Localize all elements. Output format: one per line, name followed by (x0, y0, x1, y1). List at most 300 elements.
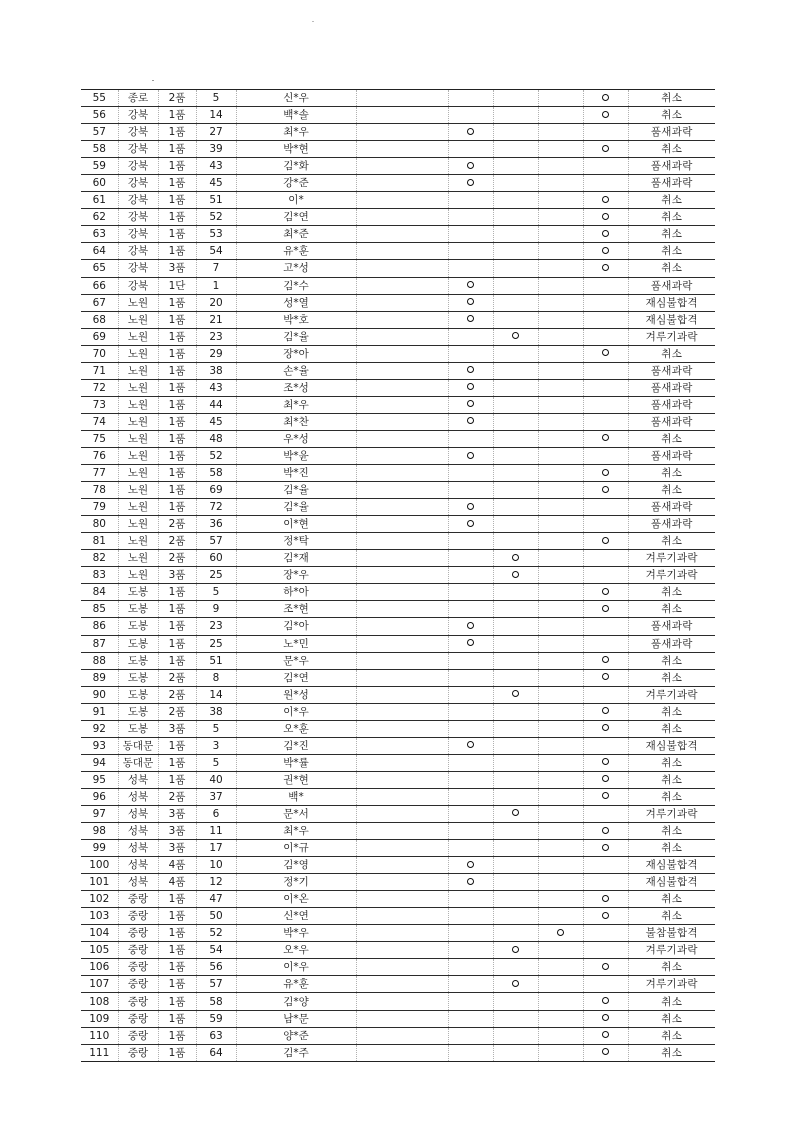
region-cell: 노원 (118, 550, 158, 567)
region-cell: 강북 (118, 158, 158, 175)
grade-cell: 1품 (158, 584, 196, 601)
circle-mark-icon (557, 929, 564, 936)
exam-number-cell: 25 (196, 635, 236, 652)
region-cell: 노원 (118, 413, 158, 430)
mark-column-0 (356, 840, 448, 857)
exam-number-cell: 69 (196, 482, 236, 499)
row-number: 85 (81, 601, 118, 618)
result-cell: 취소 (628, 703, 715, 720)
mark-column-3 (538, 1010, 583, 1027)
mark-column-0 (356, 823, 448, 840)
grade-cell: 3품 (158, 823, 196, 840)
row-number: 90 (81, 686, 118, 703)
name-cell: 신*연 (236, 908, 356, 925)
row-number: 64 (81, 243, 118, 260)
name-cell: 김*연 (236, 209, 356, 226)
mark-column-4 (583, 686, 628, 703)
mark-column-4 (583, 396, 628, 413)
mark-column-0 (356, 788, 448, 805)
table-row (81, 311, 715, 328)
grade-cell: 1품 (158, 209, 196, 226)
mark-column-4 (583, 703, 628, 720)
table-row (81, 499, 715, 516)
mark-column-4 (583, 311, 628, 328)
result-cell: 품새과락 (628, 379, 715, 396)
name-cell: 유*훈 (236, 976, 356, 993)
grade-cell: 1품 (158, 158, 196, 175)
table-row (81, 243, 715, 260)
name-cell: 손*율 (236, 362, 356, 379)
mark-column-1 (448, 703, 493, 720)
name-cell: 박*우 (236, 925, 356, 942)
name-cell: 최*찬 (236, 413, 356, 430)
exam-number-cell: 23 (196, 328, 236, 345)
circle-mark-icon (602, 486, 609, 493)
region-cell: 중랑 (118, 959, 158, 976)
mark-column-1 (448, 635, 493, 652)
mark-column-0 (356, 499, 448, 516)
row-number: 106 (81, 959, 118, 976)
mark-column-1 (448, 840, 493, 857)
mark-column-1 (448, 669, 493, 686)
mark-column-0 (356, 209, 448, 226)
row-number: 101 (81, 874, 118, 891)
mark-column-4 (583, 447, 628, 464)
mark-column-2 (493, 959, 538, 976)
grade-cell: 4품 (158, 874, 196, 891)
row-number: 60 (81, 175, 118, 192)
table-row (81, 771, 715, 788)
mark-column-4 (583, 669, 628, 686)
table-row (81, 141, 715, 158)
result-cell: 취소 (628, 584, 715, 601)
table-row (81, 107, 715, 124)
region-cell: 성북 (118, 805, 158, 822)
table-row (81, 328, 715, 345)
region-cell: 노원 (118, 465, 158, 482)
region-cell: 노원 (118, 345, 158, 362)
exam-number-cell: 17 (196, 840, 236, 857)
table-row (81, 874, 715, 891)
result-cell: 재심불합격 (628, 737, 715, 754)
result-cell: 취소 (628, 771, 715, 788)
name-cell: 이*우 (236, 959, 356, 976)
table-row (81, 686, 715, 703)
name-cell: 문*우 (236, 652, 356, 669)
grade-cell: 1품 (158, 124, 196, 141)
mark-column-2 (493, 601, 538, 618)
exam-number-cell: 52 (196, 925, 236, 942)
exam-number-cell: 39 (196, 141, 236, 158)
name-cell: 최*우 (236, 124, 356, 141)
circle-mark-icon (512, 554, 519, 561)
table-row (81, 192, 715, 209)
mark-column-3 (538, 857, 583, 874)
circle-mark-icon (602, 844, 609, 851)
circle-mark-icon (512, 946, 519, 953)
mark-column-0 (356, 90, 448, 107)
mark-column-1 (448, 362, 493, 379)
region-cell: 도봉 (118, 652, 158, 669)
name-cell: 최*우 (236, 396, 356, 413)
mark-column-0 (356, 260, 448, 277)
mark-column-1 (448, 857, 493, 874)
row-number: 89 (81, 669, 118, 686)
exam-number-cell: 27 (196, 124, 236, 141)
circle-mark-icon (602, 196, 609, 203)
mark-column-4 (583, 788, 628, 805)
circle-mark-icon (512, 809, 519, 816)
row-number: 79 (81, 499, 118, 516)
row-number: 74 (81, 413, 118, 430)
mark-column-4 (583, 874, 628, 891)
table-row (81, 976, 715, 993)
mark-column-3 (538, 209, 583, 226)
mark-column-2 (493, 788, 538, 805)
exam-number-cell: 48 (196, 430, 236, 447)
name-cell: 양*준 (236, 1027, 356, 1044)
name-cell: 백* (236, 788, 356, 805)
mark-column-0 (356, 447, 448, 464)
mark-column-4 (583, 618, 628, 635)
row-number: 68 (81, 311, 118, 328)
region-cell: 성북 (118, 771, 158, 788)
table-row (81, 379, 715, 396)
mark-column-3 (538, 141, 583, 158)
mark-column-0 (356, 141, 448, 158)
mark-column-2 (493, 618, 538, 635)
result-cell: 취소 (628, 260, 715, 277)
mark-column-4 (583, 1010, 628, 1027)
name-cell: 원*성 (236, 686, 356, 703)
mark-column-0 (356, 533, 448, 550)
region-cell: 노원 (118, 430, 158, 447)
region-cell: 도봉 (118, 584, 158, 601)
mark-column-0 (356, 311, 448, 328)
grade-cell: 1단 (158, 277, 196, 294)
table-row (81, 465, 715, 482)
region-cell: 노원 (118, 396, 158, 413)
row-number: 84 (81, 584, 118, 601)
table-row (81, 362, 715, 379)
row-number: 62 (81, 209, 118, 226)
table-row (81, 447, 715, 464)
name-cell: 김*진 (236, 737, 356, 754)
table-row (81, 277, 715, 294)
result-cell: 취소 (628, 533, 715, 550)
mark-column-0 (356, 754, 448, 771)
row-number: 82 (81, 550, 118, 567)
mark-column-1 (448, 1044, 493, 1061)
mark-column-0 (356, 294, 448, 311)
grade-cell: 2품 (158, 686, 196, 703)
region-cell: 강북 (118, 260, 158, 277)
grade-cell: 1품 (158, 362, 196, 379)
row-number: 76 (81, 447, 118, 464)
result-cell: 취소 (628, 669, 715, 686)
row-number: 92 (81, 720, 118, 737)
row-number: 78 (81, 482, 118, 499)
grade-cell: 1품 (158, 294, 196, 311)
grade-cell: 1품 (158, 413, 196, 430)
exam-number-cell: 38 (196, 362, 236, 379)
row-number: 111 (81, 1044, 118, 1061)
result-cell: 취소 (628, 823, 715, 840)
region-cell: 중랑 (118, 993, 158, 1010)
grade-cell: 3품 (158, 567, 196, 584)
mark-column-4 (583, 823, 628, 840)
table-row (81, 823, 715, 840)
mark-column-4 (583, 567, 628, 584)
name-cell: 최*우 (236, 823, 356, 840)
mark-column-0 (356, 703, 448, 720)
circle-mark-icon (602, 349, 609, 356)
exam-number-cell: 38 (196, 703, 236, 720)
mark-column-4 (583, 192, 628, 209)
name-cell: 정*기 (236, 874, 356, 891)
exam-number-cell: 54 (196, 942, 236, 959)
mark-column-3 (538, 345, 583, 362)
mark-column-3 (538, 175, 583, 192)
mark-column-4 (583, 294, 628, 311)
table-row (81, 294, 715, 311)
row-number: 96 (81, 788, 118, 805)
mark-column-2 (493, 891, 538, 908)
row-number: 65 (81, 260, 118, 277)
circle-mark-icon (467, 281, 474, 288)
mark-column-0 (356, 857, 448, 874)
mark-column-1 (448, 175, 493, 192)
mark-column-1 (448, 891, 493, 908)
circle-mark-icon (602, 537, 609, 544)
exam-number-cell: 8 (196, 669, 236, 686)
table-row (81, 652, 715, 669)
exam-number-cell: 12 (196, 874, 236, 891)
mark-column-1 (448, 465, 493, 482)
result-cell: 취소 (628, 754, 715, 771)
region-cell: 강북 (118, 107, 158, 124)
mark-column-2 (493, 328, 538, 345)
grade-cell: 1품 (158, 942, 196, 959)
mark-column-3 (538, 226, 583, 243)
mark-column-4 (583, 175, 628, 192)
exam-number-cell: 21 (196, 311, 236, 328)
exam-number-cell: 72 (196, 499, 236, 516)
exam-number-cell: 40 (196, 771, 236, 788)
mark-column-1 (448, 209, 493, 226)
result-cell: 품새과락 (628, 635, 715, 652)
mark-column-1 (448, 345, 493, 362)
mark-column-3 (538, 379, 583, 396)
region-cell: 노원 (118, 499, 158, 516)
circle-mark-icon (602, 264, 609, 271)
mark-column-3 (538, 618, 583, 635)
mark-column-4 (583, 976, 628, 993)
table-row (81, 209, 715, 226)
region-cell: 강북 (118, 209, 158, 226)
mark-column-0 (356, 635, 448, 652)
row-number: 95 (81, 771, 118, 788)
region-cell: 도봉 (118, 669, 158, 686)
grade-cell: 2품 (158, 788, 196, 805)
mark-column-3 (538, 107, 583, 124)
mark-column-2 (493, 141, 538, 158)
mark-column-4 (583, 925, 628, 942)
row-number: 66 (81, 277, 118, 294)
result-cell: 취소 (628, 993, 715, 1010)
name-cell: 이*현 (236, 516, 356, 533)
mark-column-3 (538, 533, 583, 550)
row-number: 69 (81, 328, 118, 345)
mark-column-1 (448, 942, 493, 959)
result-cell: 재심불합격 (628, 857, 715, 874)
mark-column-4 (583, 635, 628, 652)
circle-mark-icon (602, 912, 609, 919)
mark-column-0 (356, 516, 448, 533)
table-row (81, 703, 715, 720)
row-number: 108 (81, 993, 118, 1010)
mark-column-2 (493, 430, 538, 447)
mark-column-3 (538, 277, 583, 294)
exam-number-cell: 14 (196, 107, 236, 124)
name-cell: 조*현 (236, 601, 356, 618)
result-cell: 취소 (628, 209, 715, 226)
table-row (81, 754, 715, 771)
row-number: 87 (81, 635, 118, 652)
result-cell: 품새과락 (628, 413, 715, 430)
region-cell: 노원 (118, 516, 158, 533)
mark-column-1 (448, 141, 493, 158)
grade-cell: 1품 (158, 175, 196, 192)
circle-mark-icon (512, 980, 519, 987)
mark-column-0 (356, 1010, 448, 1027)
mark-column-4 (583, 652, 628, 669)
circle-mark-icon (467, 366, 474, 373)
mark-column-4 (583, 379, 628, 396)
exam-number-cell: 52 (196, 209, 236, 226)
mark-column-2 (493, 499, 538, 516)
mark-column-2 (493, 209, 538, 226)
result-cell: 재심불합격 (628, 294, 715, 311)
mark-column-4 (583, 328, 628, 345)
table-row (81, 1027, 715, 1044)
row-number: 83 (81, 567, 118, 584)
circle-mark-icon (602, 963, 609, 970)
result-cell: 품새과락 (628, 362, 715, 379)
mark-column-3 (538, 1027, 583, 1044)
region-cell: 도봉 (118, 703, 158, 720)
table-row (81, 908, 715, 925)
result-cell: 재심불합격 (628, 874, 715, 891)
mark-column-1 (448, 652, 493, 669)
mark-column-0 (356, 805, 448, 822)
exam-number-cell: 58 (196, 465, 236, 482)
mark-column-4 (583, 754, 628, 771)
mark-column-1 (448, 482, 493, 499)
mark-column-1 (448, 499, 493, 516)
result-cell: 겨루기과락 (628, 328, 715, 345)
mark-column-1 (448, 90, 493, 107)
grade-cell: 1품 (158, 345, 196, 362)
region-cell: 강북 (118, 243, 158, 260)
circle-mark-icon (602, 94, 609, 101)
name-cell: 김*영 (236, 857, 356, 874)
table-row (81, 516, 715, 533)
region-cell: 동대문 (118, 737, 158, 754)
mark-column-1 (448, 771, 493, 788)
mark-column-2 (493, 771, 538, 788)
mark-column-1 (448, 516, 493, 533)
result-cell: 취소 (628, 465, 715, 482)
result-cell: 겨루기과락 (628, 942, 715, 959)
mark-column-3 (538, 891, 583, 908)
mark-column-3 (538, 601, 583, 618)
result-cell: 품새과락 (628, 499, 715, 516)
table-row (81, 993, 715, 1010)
grade-cell: 1품 (158, 311, 196, 328)
row-number: 93 (81, 737, 118, 754)
table-row (81, 840, 715, 857)
result-cell: 취소 (628, 1027, 715, 1044)
grade-cell: 1품 (158, 192, 196, 209)
grade-cell: 2품 (158, 90, 196, 107)
name-cell: 김*아 (236, 618, 356, 635)
circle-mark-icon (602, 1048, 609, 1055)
region-cell: 중랑 (118, 1010, 158, 1027)
region-cell: 강북 (118, 192, 158, 209)
result-cell: 겨루기과락 (628, 976, 715, 993)
result-cell: 취소 (628, 601, 715, 618)
grade-cell: 1품 (158, 328, 196, 345)
table-row (81, 226, 715, 243)
region-cell: 중랑 (118, 891, 158, 908)
result-cell: 취소 (628, 891, 715, 908)
exam-number-cell: 64 (196, 1044, 236, 1061)
mark-column-4 (583, 993, 628, 1010)
row-number: 104 (81, 925, 118, 942)
mark-column-2 (493, 550, 538, 567)
mark-column-0 (356, 465, 448, 482)
mark-column-1 (448, 277, 493, 294)
row-number: 94 (81, 754, 118, 771)
mark-column-2 (493, 908, 538, 925)
mark-column-4 (583, 226, 628, 243)
circle-mark-icon (467, 741, 474, 748)
table-row (81, 158, 715, 175)
circle-mark-icon (602, 434, 609, 441)
name-cell: 조*성 (236, 379, 356, 396)
grade-cell: 3품 (158, 260, 196, 277)
table-row (81, 175, 715, 192)
name-cell: 박*윤 (236, 447, 356, 464)
mark-column-4 (583, 720, 628, 737)
region-cell: 중랑 (118, 1044, 158, 1061)
table-row (81, 533, 715, 550)
mark-column-3 (538, 550, 583, 567)
grade-cell: 3품 (158, 805, 196, 822)
mark-column-0 (356, 413, 448, 430)
mark-column-1 (448, 925, 493, 942)
mark-column-2 (493, 737, 538, 754)
result-cell: 품새과락 (628, 158, 715, 175)
result-cell: 취소 (628, 908, 715, 925)
region-cell: 도봉 (118, 601, 158, 618)
region-cell: 노원 (118, 379, 158, 396)
mark-column-3 (538, 192, 583, 209)
table-row (81, 345, 715, 362)
mark-column-3 (538, 90, 583, 107)
mark-column-0 (356, 396, 448, 413)
